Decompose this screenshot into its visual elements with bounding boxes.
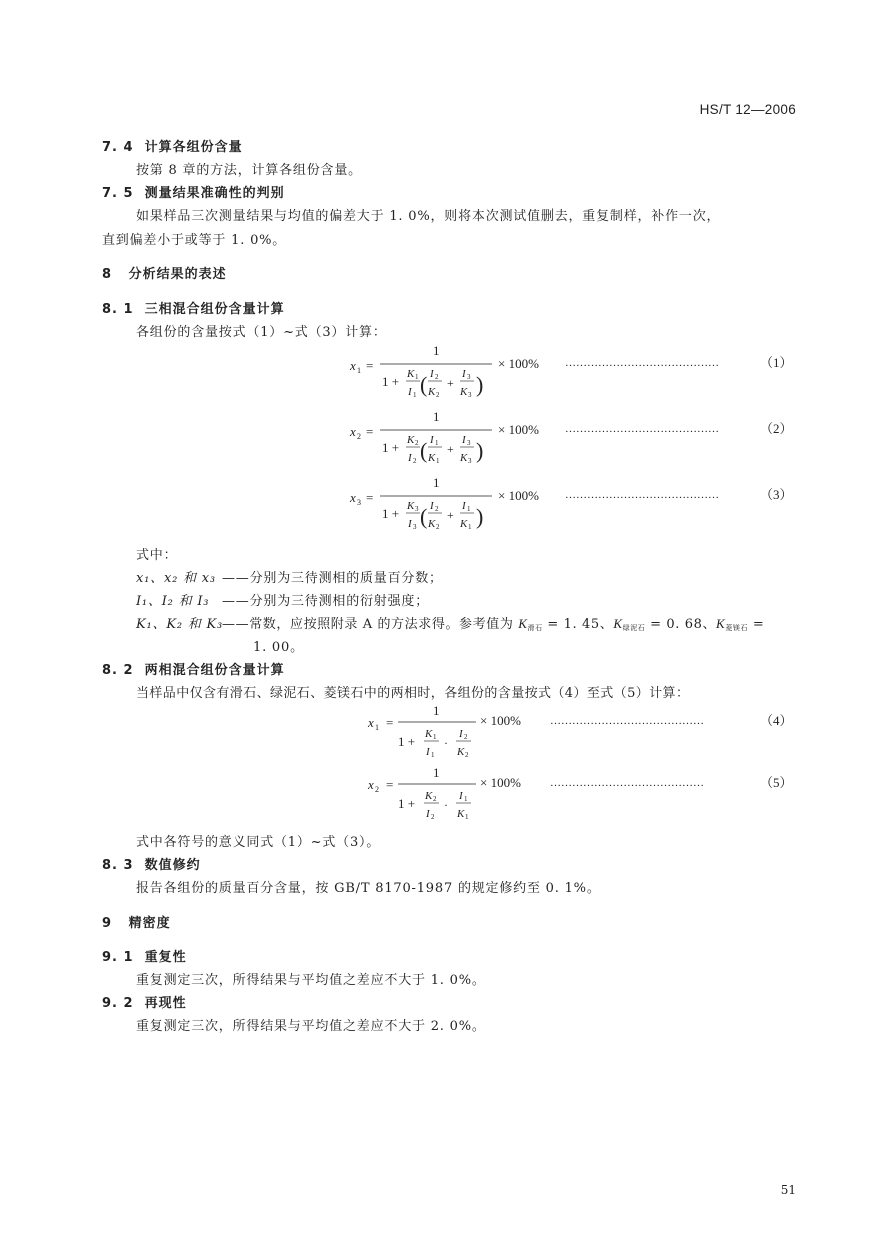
svg-text:K: K	[457, 746, 465, 758]
svg-text:K: K	[407, 368, 415, 380]
svg-text:1: 1	[413, 391, 417, 399]
section-7-5-heading	[102, 182, 285, 201]
svg-text:1: 1	[433, 765, 440, 780]
svg-text:1 +: 1 +	[398, 734, 416, 749]
section-number: 8	[102, 267, 113, 282]
equation-2	[349, 409, 793, 465]
svg-text:2: 2	[413, 457, 417, 465]
k-talc-subscript: 滑石	[527, 624, 543, 632]
paragraph: 重复测定三次，所得结果与平均值之差应不大于 1. 0%。	[136, 973, 486, 988]
svg-text:): )	[476, 372, 484, 397]
equation-4	[367, 703, 793, 759]
svg-text:K: K	[407, 434, 415, 446]
paragraph-line: 如果样品三次测量结果与均值的偏差大于 1. 0%，则将本次测试值删去，重复制样，补作一次，	[136, 209, 721, 224]
svg-text:I: I	[408, 386, 412, 398]
svg-text:·: ·	[444, 736, 448, 750]
svg-text:1: 1	[464, 795, 468, 803]
equation-5	[367, 765, 793, 821]
svg-text:1: 1	[465, 813, 469, 821]
svg-text:× 100%: × 100%	[480, 713, 521, 728]
section-number: 9. 1	[102, 950, 134, 965]
paragraph: 报告各组份的质量百分含量，按 GB/T 8170-1987 的规定修约至 0. 1%。	[136, 881, 601, 896]
svg-text:3: 3	[415, 505, 419, 513]
section-8-heading	[102, 263, 227, 282]
svg-text:（5）: （5）	[760, 775, 793, 790]
svg-text:K: K	[460, 518, 468, 530]
svg-text:……………………………………: ……………………………………	[565, 489, 719, 501]
section-title: 测量结果准确性的判别	[144, 186, 285, 201]
svg-text:K: K	[428, 518, 436, 530]
svg-text:1: 1	[468, 523, 472, 531]
svg-text:……………………………………: ……………………………………	[565, 357, 719, 369]
svg-text:=: =	[366, 358, 374, 373]
paragraph: 重复测定三次，所得结果与平均值之差应不大于 2. 0%。	[136, 1019, 486, 1034]
svg-text:2: 2	[415, 439, 419, 447]
svg-text:1: 1	[431, 751, 435, 759]
paragraph: 按第 8 章的方法，计算各组份含量。	[136, 163, 362, 178]
svg-text:K: K	[428, 452, 436, 464]
k-talc-value: = 1. 45、	[542, 617, 614, 632]
paragraph-line: 直到偏差小于或等于 1. 0%。	[102, 233, 287, 248]
svg-text:2: 2	[433, 795, 437, 803]
svg-text:1: 1	[433, 475, 440, 490]
svg-text:x: x	[350, 358, 356, 373]
section-8-2-heading	[102, 659, 285, 678]
svg-text:1: 1	[433, 409, 440, 424]
definition-symbols: I₁、I₂ 和 I₃	[136, 594, 210, 609]
svg-text:1: 1	[435, 439, 439, 447]
section-number: 8. 2	[102, 663, 134, 678]
svg-text:2: 2	[435, 505, 439, 513]
section-number: 9. 2	[102, 996, 134, 1011]
definition-symbols: K₁、K₂ 和 K₃	[136, 617, 224, 632]
svg-text:2: 2	[436, 523, 440, 531]
svg-text:1: 1	[433, 733, 437, 741]
svg-text:K: K	[460, 386, 468, 398]
svg-text:I: I	[459, 790, 463, 802]
svg-text:1: 1	[357, 366, 361, 375]
svg-text:1: 1	[415, 373, 419, 381]
svg-text:+: +	[447, 376, 454, 390]
svg-text:I: I	[408, 518, 412, 530]
svg-text:3: 3	[468, 457, 472, 465]
svg-text:x: x	[368, 777, 374, 792]
definition-text: ——常数，应按照附录 A 的方法求得。参考值为 K滑石 = 1. 45、K绿泥石 = 0. 68、K菱镁石 =	[222, 616, 765, 632]
svg-text:1 +: 1 +	[382, 440, 400, 455]
svg-text:1 +: 1 +	[382, 506, 400, 521]
section-title: 分析结果的表述	[128, 267, 227, 282]
k-magnesite-subscript: 菱镁石	[725, 624, 749, 632]
svg-text:=: =	[386, 777, 394, 792]
svg-text:3: 3	[357, 498, 361, 507]
section-number: 9	[102, 916, 113, 931]
svg-text:I: I	[426, 808, 430, 820]
section-title: 数值修约	[144, 858, 201, 873]
svg-text:·: ·	[444, 798, 448, 812]
svg-text:+: +	[447, 442, 454, 456]
svg-text:3: 3	[467, 439, 471, 447]
svg-text:I: I	[430, 434, 434, 446]
svg-text:K: K	[460, 452, 468, 464]
svg-text:2: 2	[375, 785, 379, 794]
svg-text:=: =	[386, 715, 394, 730]
equations-4-5	[362, 700, 810, 830]
section-9-2-heading	[102, 992, 187, 1011]
svg-text:……………………………………: ……………………………………	[550, 777, 704, 789]
definition-symbols: x₁、x₂ 和 x₃	[136, 571, 216, 586]
svg-text:I: I	[462, 500, 466, 512]
svg-text:I: I	[408, 452, 412, 464]
svg-text:=: =	[366, 424, 374, 439]
svg-text:1: 1	[467, 505, 471, 513]
svg-text:): )	[476, 504, 484, 529]
definition-continuation: 1. 00。	[253, 640, 304, 655]
svg-text:× 100%: × 100%	[498, 488, 539, 503]
svg-text:1 +: 1 +	[398, 796, 416, 811]
svg-text:（4）: （4）	[760, 713, 793, 728]
section-number: 8. 1	[102, 302, 134, 317]
svg-text:1: 1	[436, 457, 440, 465]
equation-1	[349, 343, 793, 399]
svg-text:3: 3	[467, 373, 471, 381]
svg-text:I: I	[459, 728, 463, 740]
svg-text:× 100%: × 100%	[498, 356, 539, 371]
equation-3	[349, 475, 793, 531]
section-title: 三相混合组份含量计算	[144, 302, 285, 317]
svg-text:(: (	[420, 372, 428, 397]
section-number: 7. 5	[102, 186, 134, 201]
definition-text: ——分别为三待测相的衍射强度；	[222, 594, 430, 609]
section-8-1-heading	[102, 298, 285, 317]
svg-text:x: x	[350, 424, 356, 439]
svg-text:……………………………………: ……………………………………	[550, 715, 704, 727]
svg-text:I: I	[462, 434, 466, 446]
section-number: 8. 3	[102, 858, 134, 873]
section-9-1-heading	[102, 946, 187, 965]
svg-text:I: I	[426, 746, 430, 758]
svg-text:× 100%: × 100%	[480, 775, 521, 790]
svg-text:K: K	[425, 790, 433, 802]
paragraph: 式中各符号的意义同式（1）~式（3）。	[136, 835, 381, 850]
svg-text:K: K	[425, 728, 433, 740]
k-chlorite-subscript: 绿泥石	[622, 624, 646, 632]
paragraph: 各组份的含量按式（1）~式（3）计算：	[136, 325, 387, 340]
where-label: 式中：	[136, 548, 178, 563]
svg-text:I: I	[430, 500, 434, 512]
svg-text:1: 1	[433, 703, 440, 718]
svg-text:2: 2	[465, 751, 469, 759]
svg-text:2: 2	[357, 432, 361, 441]
svg-text:（2）: （2）	[760, 421, 793, 436]
section-8-3-heading	[102, 854, 201, 873]
svg-text:1: 1	[433, 343, 440, 358]
svg-text:（1）: （1）	[760, 355, 793, 370]
section-number: 7. 4	[102, 140, 134, 155]
equations-1-3	[340, 340, 810, 540]
svg-text:): )	[476, 438, 484, 463]
svg-text:x: x	[368, 715, 374, 730]
svg-text:(: (	[420, 504, 428, 529]
paragraph: 当样品中仅含有滑石、绿泥石、菱镁石中的两相时，各组份的含量按式（4）至式（5）计算：	[136, 686, 690, 701]
svg-text:2: 2	[435, 373, 439, 381]
page-number: 51	[780, 1183, 796, 1197]
svg-text:1 +: 1 +	[382, 374, 400, 389]
section-title: 再现性	[144, 996, 187, 1011]
svg-text:x: x	[350, 490, 356, 505]
k-chlorite-value: = 0. 68、	[645, 617, 717, 632]
svg-text:2: 2	[431, 813, 435, 821]
svg-text:K: K	[428, 386, 436, 398]
svg-text:3: 3	[468, 391, 472, 399]
section-title: 重复性	[144, 950, 187, 965]
svg-text:+: +	[447, 508, 454, 522]
svg-text:（3）: （3）	[760, 487, 793, 502]
svg-text:(: (	[420, 438, 428, 463]
svg-text:3: 3	[413, 523, 417, 531]
standard-number: HS/T 12—2006	[699, 102, 796, 117]
svg-text:× 100%: × 100%	[498, 422, 539, 437]
svg-text:K: K	[407, 500, 415, 512]
svg-text:=: =	[366, 490, 374, 505]
section-9-heading	[102, 912, 171, 931]
svg-text:……………………………………: ……………………………………	[565, 423, 719, 435]
svg-text:I: I	[430, 368, 434, 380]
svg-text:2: 2	[436, 391, 440, 399]
section-title: 精密度	[128, 916, 171, 931]
svg-text:I: I	[462, 368, 466, 380]
section-7-4-heading	[102, 136, 243, 155]
definition-body: ——常数，应按照附录 A 的方法求得。参考值为	[222, 617, 519, 632]
section-title: 计算各组份含量	[144, 140, 243, 155]
svg-text:1: 1	[375, 723, 379, 732]
definition-text: ——分别为三待测相的质量百分数；	[222, 571, 443, 586]
svg-text:2: 2	[464, 733, 468, 741]
section-title: 两相混合组份含量计算	[144, 663, 285, 678]
k-magnesite-value: =	[748, 617, 765, 632]
svg-text:K: K	[457, 808, 465, 820]
